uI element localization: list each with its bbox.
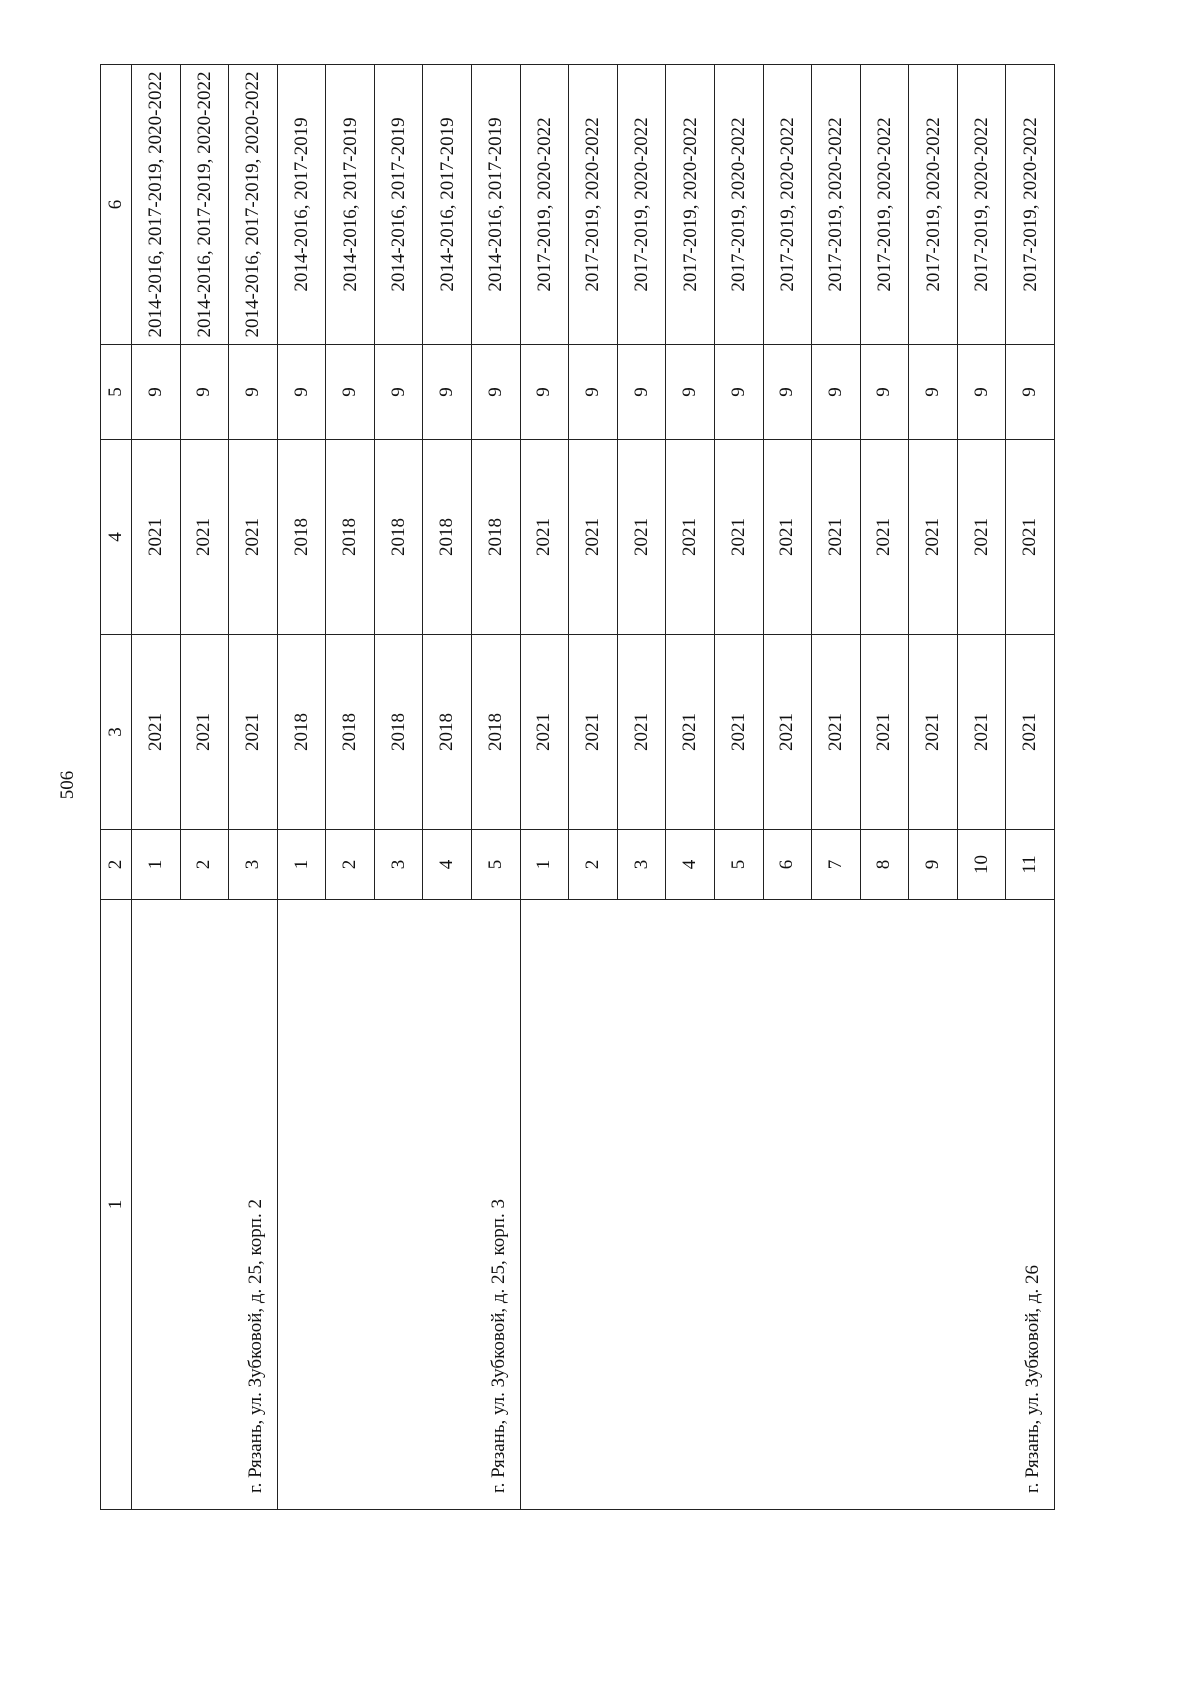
year-cell: 2021: [132, 635, 181, 830]
value-cell: 9: [520, 345, 569, 440]
year-cell: 2021: [666, 635, 715, 830]
year-cell: 2021: [617, 440, 666, 635]
year-cell: 2021: [229, 635, 278, 830]
period-cell: 2017-2019, 2020-2022: [909, 65, 958, 345]
year-cell: 2021: [957, 440, 1006, 635]
year-cell: 2021: [1006, 635, 1055, 830]
entry-number-cell: 3: [617, 830, 666, 900]
year-cell: 2021: [812, 635, 861, 830]
entry-number-cell: 1: [277, 830, 326, 900]
year-cell: 2021: [569, 440, 618, 635]
table-row: [520, 65, 569, 1510]
value-cell: 9: [374, 345, 423, 440]
year-cell: 2021: [569, 635, 618, 830]
value-cell: 9: [860, 345, 909, 440]
year-cell: 2018: [374, 440, 423, 635]
year-cell: 2021: [229, 440, 278, 635]
period-cell: 2017-2019, 2020-2022: [860, 65, 909, 345]
value-cell: 9: [423, 345, 472, 440]
entry-number-cell: 3: [374, 830, 423, 900]
value-cell: 9: [180, 345, 229, 440]
table-row: [277, 65, 326, 1510]
value-cell: 9: [666, 345, 715, 440]
entry-number-cell: 5: [472, 830, 521, 900]
value-cell: 9: [617, 345, 666, 440]
year-cell: 2021: [617, 635, 666, 830]
entry-number-cell: 4: [666, 830, 715, 900]
year-cell: 2018: [374, 635, 423, 830]
period-cell: 2017-2019, 2020-2022: [666, 65, 715, 345]
entry-number-cell: 2: [326, 830, 375, 900]
entry-number-cell: 5: [714, 830, 763, 900]
period-cell: 2014-2016, 2017-2019, 2020-2022: [229, 65, 278, 345]
value-cell: 9: [326, 345, 375, 440]
table-row: [132, 65, 181, 1510]
year-cell: 2021: [132, 440, 181, 635]
year-cell: 2021: [909, 440, 958, 635]
header-col-1: 1: [101, 900, 132, 1510]
period-cell: 2017-2019, 2020-2022: [714, 65, 763, 345]
page-number: 506: [57, 770, 78, 800]
period-cell: 2017-2019, 2020-2022: [957, 65, 1006, 345]
year-cell: 2018: [277, 635, 326, 830]
year-cell: 2018: [277, 440, 326, 635]
period-cell: 2017-2019, 2020-2022: [763, 65, 812, 345]
rotated-table-container: [100, 65, 1055, 1510]
entry-number-cell: 2: [569, 830, 618, 900]
value-cell: 9: [229, 345, 278, 440]
period-cell: 2014-2016, 2017-2019: [277, 65, 326, 345]
year-cell: 2021: [763, 635, 812, 830]
period-cell: 2014-2016, 2017-2019: [326, 65, 375, 345]
entry-number-cell: 9: [909, 830, 958, 900]
period-cell: 2014-2016, 2017-2019, 2020-2022: [132, 65, 181, 345]
year-cell: 2021: [180, 635, 229, 830]
value-cell: 9: [132, 345, 181, 440]
year-cell: 2021: [763, 440, 812, 635]
entry-number-cell: 8: [860, 830, 909, 900]
year-cell: 2021: [860, 440, 909, 635]
address-cell: г. Рязань, ул. Зубковой, д. 26: [520, 900, 1054, 1510]
year-cell: 2018: [472, 635, 521, 830]
period-cell: 2014-2016, 2017-2019: [374, 65, 423, 345]
period-cell: 2017-2019, 2020-2022: [812, 65, 861, 345]
header-col-3: 3: [101, 635, 132, 830]
entry-number-cell: 11: [1006, 830, 1055, 900]
year-cell: 2021: [180, 440, 229, 635]
entry-number-cell: 6: [763, 830, 812, 900]
year-cell: 2021: [714, 440, 763, 635]
entry-number-cell: 3: [229, 830, 278, 900]
data-table: [100, 64, 1055, 1510]
entry-number-cell: 2: [180, 830, 229, 900]
year-cell: 2018: [423, 440, 472, 635]
year-cell: 2021: [909, 635, 958, 830]
value-cell: 9: [277, 345, 326, 440]
year-cell: 2018: [326, 635, 375, 830]
entry-number-cell: 7: [812, 830, 861, 900]
entry-number-cell: 1: [132, 830, 181, 900]
value-cell: 9: [1006, 345, 1055, 440]
value-cell: 9: [812, 345, 861, 440]
year-cell: 2018: [326, 440, 375, 635]
year-cell: 2018: [472, 440, 521, 635]
entry-number-cell: 10: [957, 830, 1006, 900]
year-cell: 2021: [666, 440, 715, 635]
period-cell: 2017-2019, 2020-2022: [569, 65, 618, 345]
period-cell: 2017-2019, 2020-2022: [1006, 65, 1055, 345]
year-cell: 2018: [423, 635, 472, 830]
year-cell: 2021: [957, 635, 1006, 830]
value-cell: 9: [763, 345, 812, 440]
address-cell: г. Рязань, ул. Зубковой, д. 25, корп. 3: [277, 900, 520, 1510]
header-col-5: 5: [101, 345, 132, 440]
header-row: [101, 65, 132, 1510]
header-col-6: 6: [101, 65, 132, 345]
value-cell: 9: [472, 345, 521, 440]
value-cell: 9: [569, 345, 618, 440]
entry-number-cell: 1: [520, 830, 569, 900]
value-cell: 9: [714, 345, 763, 440]
year-cell: 2021: [812, 440, 861, 635]
year-cell: 2021: [714, 635, 763, 830]
period-cell: 2017-2019, 2020-2022: [520, 65, 569, 345]
year-cell: 2021: [860, 635, 909, 830]
year-cell: 2021: [520, 635, 569, 830]
value-cell: 9: [909, 345, 958, 440]
period-cell: 2014-2016, 2017-2019: [423, 65, 472, 345]
period-cell: 2017-2019, 2020-2022: [617, 65, 666, 345]
header-col-2: 2: [101, 830, 132, 900]
period-cell: 2014-2016, 2017-2019: [472, 65, 521, 345]
period-cell: 2014-2016, 2017-2019, 2020-2022: [180, 65, 229, 345]
entry-number-cell: 4: [423, 830, 472, 900]
year-cell: 2021: [1006, 440, 1055, 635]
value-cell: 9: [957, 345, 1006, 440]
header-col-4: 4: [101, 440, 132, 635]
table-body: [132, 65, 1055, 1510]
address-cell: г. Рязань, ул. Зубковой, д. 25, корп. 2: [132, 900, 278, 1510]
year-cell: 2021: [520, 440, 569, 635]
